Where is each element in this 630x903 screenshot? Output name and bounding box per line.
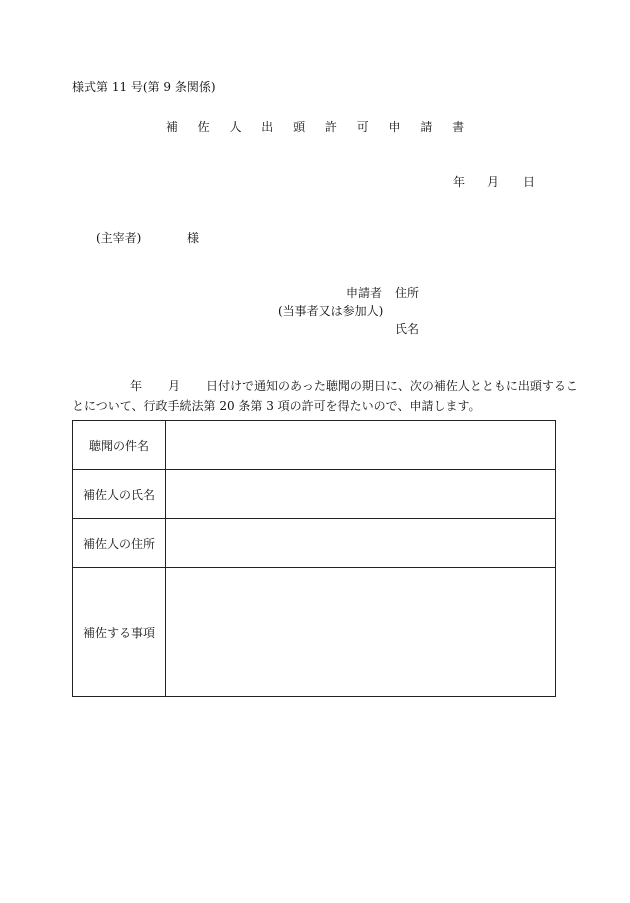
addressee-honorific: 様 (187, 231, 200, 245)
assistant-name-field[interactable] (166, 470, 556, 519)
table-row (73, 470, 556, 519)
application-table (72, 420, 556, 697)
row-label-hearing-subject: 聴聞の件名 (73, 421, 166, 470)
applicant-name-label: 氏名 (395, 322, 420, 336)
table-row (73, 568, 556, 697)
body-line-2: とについて、行政手続法第 20 条第 3 項の許可を得たいので、申請します。 (72, 399, 481, 413)
body-month-label: 月 (168, 379, 181, 393)
assistance-matters-field[interactable] (166, 568, 556, 697)
applicant-address-label: 住所 (395, 286, 420, 300)
body-line-1-text: 日付けで通知のあった聴聞の期日に、次の補佐人とともに出頭するこ (206, 379, 578, 393)
date-year-label: 年 (453, 175, 466, 189)
applicant-label: 申請者 (346, 286, 383, 300)
body-paragraph (72, 376, 578, 416)
hearing-subject-field[interactable] (166, 421, 556, 470)
body-year-label: 年 (130, 379, 143, 393)
assistant-address-field[interactable] (166, 519, 556, 568)
date-day-label: 日 (523, 175, 536, 189)
date-month-label: 月 (487, 175, 500, 189)
table-row (73, 421, 556, 470)
addressee-label: (主宰者) (96, 231, 142, 245)
form-number: 様式第 11 号(第 9 条関係) (72, 80, 216, 94)
document-title: 補 佐 人 出 頭 許 可 申 請 書 (165, 120, 473, 134)
table-row (73, 519, 556, 568)
row-label-assistance-matters: 補佐する事項 (73, 568, 166, 697)
row-label-assistant-name: 補佐人の氏名 (73, 470, 166, 519)
body-line-1 (72, 376, 578, 396)
applicant-qualifier: (当事者又は参加人) (278, 304, 384, 318)
row-label-assistant-address: 補佐人の住所 (73, 519, 166, 568)
